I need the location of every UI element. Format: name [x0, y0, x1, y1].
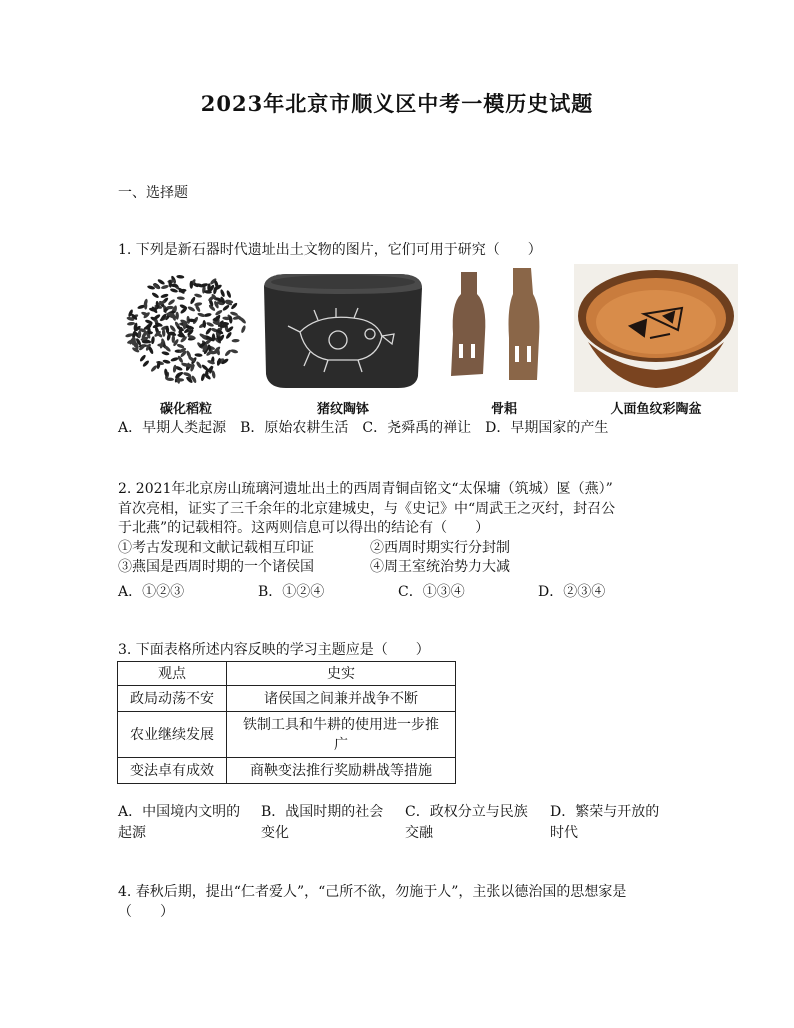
table-cell: 政局动荡不安 — [118, 686, 227, 712]
q2-statement-2: ②西周时期实行分封制 — [370, 540, 510, 556]
q3-option-c — [405, 802, 543, 844]
q1-options: A．早期人类起源 B．原始农耕生活 C．尧舜禹的禅让 D．早期国家的产生 — [118, 420, 609, 436]
table-row — [118, 758, 456, 784]
bone-spade-image — [443, 264, 565, 392]
q3-option-b-line1: B．战国时期的社会 — [261, 804, 384, 820]
q2-statement-4: ④周王室统治势力大减 — [370, 559, 510, 575]
table-cell-line: 广 — [334, 736, 348, 753]
caption-bone-spade: 骨耜 — [490, 402, 517, 417]
table-cell: 农业继续发展 — [118, 712, 227, 758]
q2-stem-line1: 2. 2021年北京房山琉璃河遗址出土的西周青铜卣铭文“太保墉（筑城）匽（燕）” — [118, 481, 613, 497]
section-heading: 一、选择题 — [118, 185, 188, 201]
q3-option-a — [118, 802, 256, 844]
caption-pig-bowl: 猪纹陶钵 — [316, 402, 369, 417]
q3-option-d-line1: D．繁荣与开放的 — [550, 804, 660, 820]
table-cell — [227, 712, 456, 758]
table-header-cell: 史实 — [227, 662, 456, 686]
q3-stem: 3. 下面表格所述内容反映的学习主题应是（ ） — [118, 642, 430, 658]
pig-bowl-image — [258, 264, 428, 392]
table-header-cell: 观点 — [118, 662, 227, 686]
q3-option-a-line1: A．中国境内文明的 — [118, 804, 241, 820]
q3-option-b — [261, 802, 399, 844]
table-cell-line: 铁制工具和牛耕的使用进一步推 — [243, 716, 439, 733]
q3-option-b-line2: 变化 — [261, 825, 289, 841]
q2-option-c: C．①③④ — [398, 584, 465, 600]
q3-option-d — [550, 802, 688, 844]
q3-option-d-line2: 时代 — [550, 825, 578, 841]
q2-stem-line3: 于北燕”的记载相符。这两则信息可以得出的结论有（ ） — [118, 520, 490, 536]
q3-option-a-line2: 起源 — [118, 825, 146, 841]
painted-basin-image — [574, 264, 738, 392]
caption-rice: 碳化稻粒 — [159, 402, 212, 417]
table-cell: 诸侯国之间兼并战争不断 — [227, 686, 456, 712]
table-row — [118, 686, 456, 712]
q2-option-b: B．①②④ — [258, 584, 325, 600]
q1-stem: 1. 下列是新石器时代遗址出土文物的图片，它们可用于研究（ ） — [118, 242, 542, 258]
q2-stem-line2: 首次亮相，证实了三千余年的北京建城史，与《史记》中“周武王之灭纣，封召公 — [118, 501, 616, 517]
q2-option-a: A．①②③ — [118, 584, 185, 600]
q1-figures — [118, 264, 738, 416]
table-header-row — [118, 662, 456, 686]
q2-option-d: D．②③④ — [538, 584, 606, 600]
q2-statement-1: ①考古发现和文献记载相互印证 — [118, 540, 314, 556]
table-cell: 商鞅变法推行奖励耕战等措施 — [227, 758, 456, 784]
page-title: 2023年北京市顺义区中考一模历史试题 — [200, 91, 594, 116]
table-cell: 变法卓有成效 — [118, 758, 227, 784]
q4-stem-line1: 4. 春秋后期，提出“仁者爱人”，“己所不欲，勿施于人”，主张以德治国的思想家是 — [118, 884, 627, 900]
q3-table — [117, 661, 456, 784]
q3-option-c-line1: C．政权分立与民族 — [405, 804, 528, 820]
rice-grains-image — [118, 264, 254, 392]
q3-option-c-line2: 交融 — [405, 825, 433, 841]
table-row — [118, 712, 456, 758]
q4-stem-line2: （ ） — [118, 904, 174, 920]
q2-statement-3: ③燕国是西周时期的一个诸侯国 — [118, 559, 314, 575]
caption-painted-basin: 人面鱼纹彩陶盆 — [610, 402, 702, 417]
